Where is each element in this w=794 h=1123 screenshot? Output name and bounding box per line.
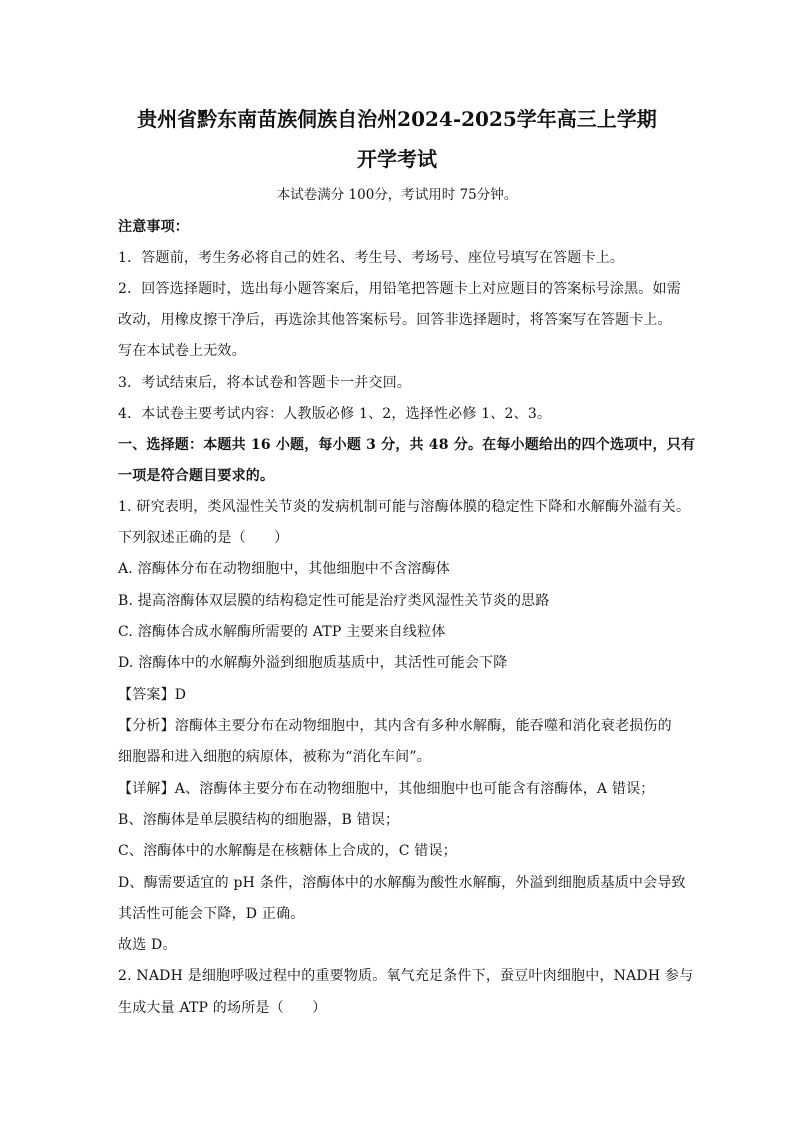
q1-option-d: D. 溶酶体中的水解酶外溢到细胞质基质中，其活性可能会下降: [118, 655, 508, 671]
q1-analysis-cont: 细胞器和进入细胞的病原体，被称为“消化车间”。: [118, 749, 431, 765]
exam-title-line1: 贵州省黔东南苗族侗族自治州2024-2025学年高三上学期: [137, 107, 657, 131]
notice-line: 写在本试卷上无效。: [118, 343, 246, 359]
q1-answer: 【答案】D: [118, 687, 187, 703]
section-heading-cont: 一项是符合题目要求的。: [118, 468, 275, 484]
notice-line: 1．答题前，考生务必将自己的姓名、考生号、考场号、座位号填写在答题卡上。: [118, 250, 625, 266]
notice-line: 改动，用橡皮擦干净后，再选涂其他答案标号。回答非选择题时，将答案写在答题卡上。: [118, 312, 672, 328]
q2-stem: 2. NADH 是细胞呼吸过程中的重要物质。氧气充足条件下，蚕豆叶肉细胞中，NADH 参与: [118, 968, 694, 984]
exam-info: 本试卷满分 100分，考试用时 75分钟。: [276, 187, 518, 203]
q2-stem-cont: 生成大量 ATP 的场所是（ ）: [118, 1000, 327, 1016]
q1-detail: 【详解】A、溶酶体主要分布在动物细胞中，其他细胞中也可能含有溶酶体，A 错误；: [118, 781, 655, 797]
q1-option-b: B. 提高溶酶体双层膜的结构稳定性可能是治疗类风湿性关节炎的思路: [118, 593, 550, 609]
notice-heading: 注意事项：: [118, 219, 189, 235]
q1-option-a: A. 溶酶体分布在动物细胞中，其他细胞中不含溶酶体: [118, 561, 451, 577]
q1-choice: 故选 D。: [118, 937, 177, 953]
q1-detail: C、溶酶体中的水解酶是在核糖体上合成的，C 错误；: [118, 843, 457, 859]
q1-detail: 其活性可能会下降，D 正确。: [118, 906, 305, 922]
q1-stem: 1. 研究表明，类风湿性关节炎的发病机制可能与溶酶体膜的稳定性下降和水解酶外溢有关。: [118, 499, 691, 515]
q1-analysis: 【分析】溶酶体主要分布在动物细胞中，其内含有多种水解酶，能吞噬和消化衰老损伤的: [118, 718, 672, 734]
q1-detail: D、酶需要适宜的 pH 条件，溶酶体中的水解酶为酸性水解酶，外溢到细胞质基质中会导致: [118, 875, 686, 891]
q1-option-c: C. 溶酶体合成水解酶所需要的 ATP 主要来自线粒体: [118, 624, 446, 640]
notice-line: 4．本试卷主要考试内容：人教版必修 1、2，选择性必修 1、2、3。: [118, 406, 552, 422]
q1-stem-cont: 下列叙述正确的是（ ）: [118, 530, 289, 546]
exam-title-line2: 开学考试: [357, 147, 437, 171]
notice-line: 3．考试结束后，将本试卷和答题卡一并交回。: [118, 375, 412, 391]
q1-detail: B、溶酶体是单层膜结构的细胞器，B 错误；: [118, 812, 400, 828]
notice-line: 2．回答选择题时，选出每小题答案后，用铅笔把答题卡上对应题目的答案标号涂黑。如需: [118, 281, 681, 297]
section-heading: 一、选择题：本题共 16 小题，每小题 3 分，共 48 分。在每小题给出的四个选项中，只有: [118, 437, 696, 453]
